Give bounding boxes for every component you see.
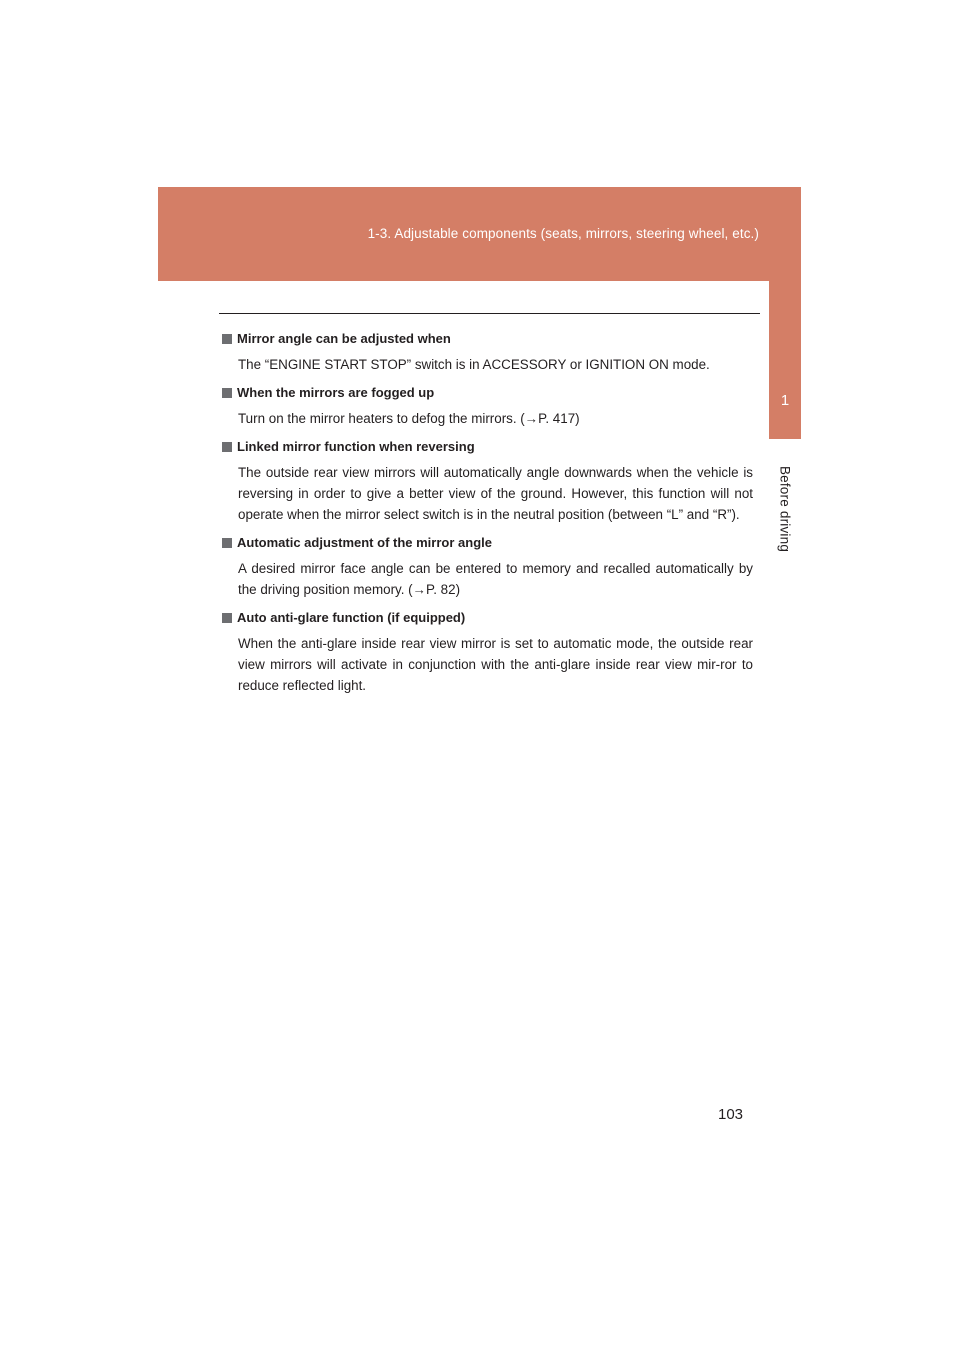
item-body: Turn on the mirror heaters to defog the mirrors. (→P. 417) [238, 411, 580, 426]
square-bullet-icon [222, 334, 232, 344]
info-item [222, 330, 753, 375]
chapter-tab [769, 281, 801, 439]
header-divider [219, 313, 760, 314]
item-body: The “ENGINE START STOP” switch is in ACCESSORY or IGNITION ON mode. [238, 357, 710, 372]
item-heading [222, 330, 753, 348]
item-body: A desired mirror face angle can be entered to memory and recalled automatically by the driving position memory. (→P. 82) [238, 561, 753, 597]
item-heading-text: Automatic adjustment of the mirror angle [237, 535, 492, 550]
square-bullet-icon [222, 613, 232, 623]
info-item [222, 384, 753, 429]
item-body: When the anti-glare inside rear view mirror is set to automatic mode, the outside rear view mirrors will activate in conjunction with the anti-glare inside rear view mir-ror to reduce reflected light. [238, 636, 753, 693]
chapter-number: 1 [780, 392, 790, 409]
item-heading [222, 438, 753, 456]
item-heading [222, 534, 753, 552]
item-heading-text: Auto anti-glare function (if equipped) [237, 610, 466, 625]
item-heading [222, 609, 753, 627]
square-bullet-icon [222, 538, 232, 548]
item-heading-text: When the mirrors are fogged up [237, 385, 435, 400]
square-bullet-icon [222, 388, 232, 398]
item-heading-text: Mirror angle can be adjusted when [237, 331, 451, 346]
item-heading [222, 384, 753, 402]
info-item [222, 438, 753, 525]
item-heading-text: Linked mirror function when reversing [237, 439, 475, 454]
info-item [222, 609, 753, 696]
page-number: 103 [718, 1106, 744, 1123]
chapter-label: Before driving [777, 465, 793, 553]
section-title: 1-3. Adjustable components (seats, mirrors, steering wheel, etc.) [367, 226, 759, 241]
item-body: The outside rear view mirrors will automatically angle downwards when the vehicle is reversing in order to give a better view of the ground. However, this function will not operate when the mirror select switch is in the neutral position (between “L” and “R”). [238, 465, 753, 522]
content-area [222, 330, 753, 705]
square-bullet-icon [222, 442, 232, 452]
section-header-band [158, 187, 801, 281]
info-item [222, 534, 753, 600]
